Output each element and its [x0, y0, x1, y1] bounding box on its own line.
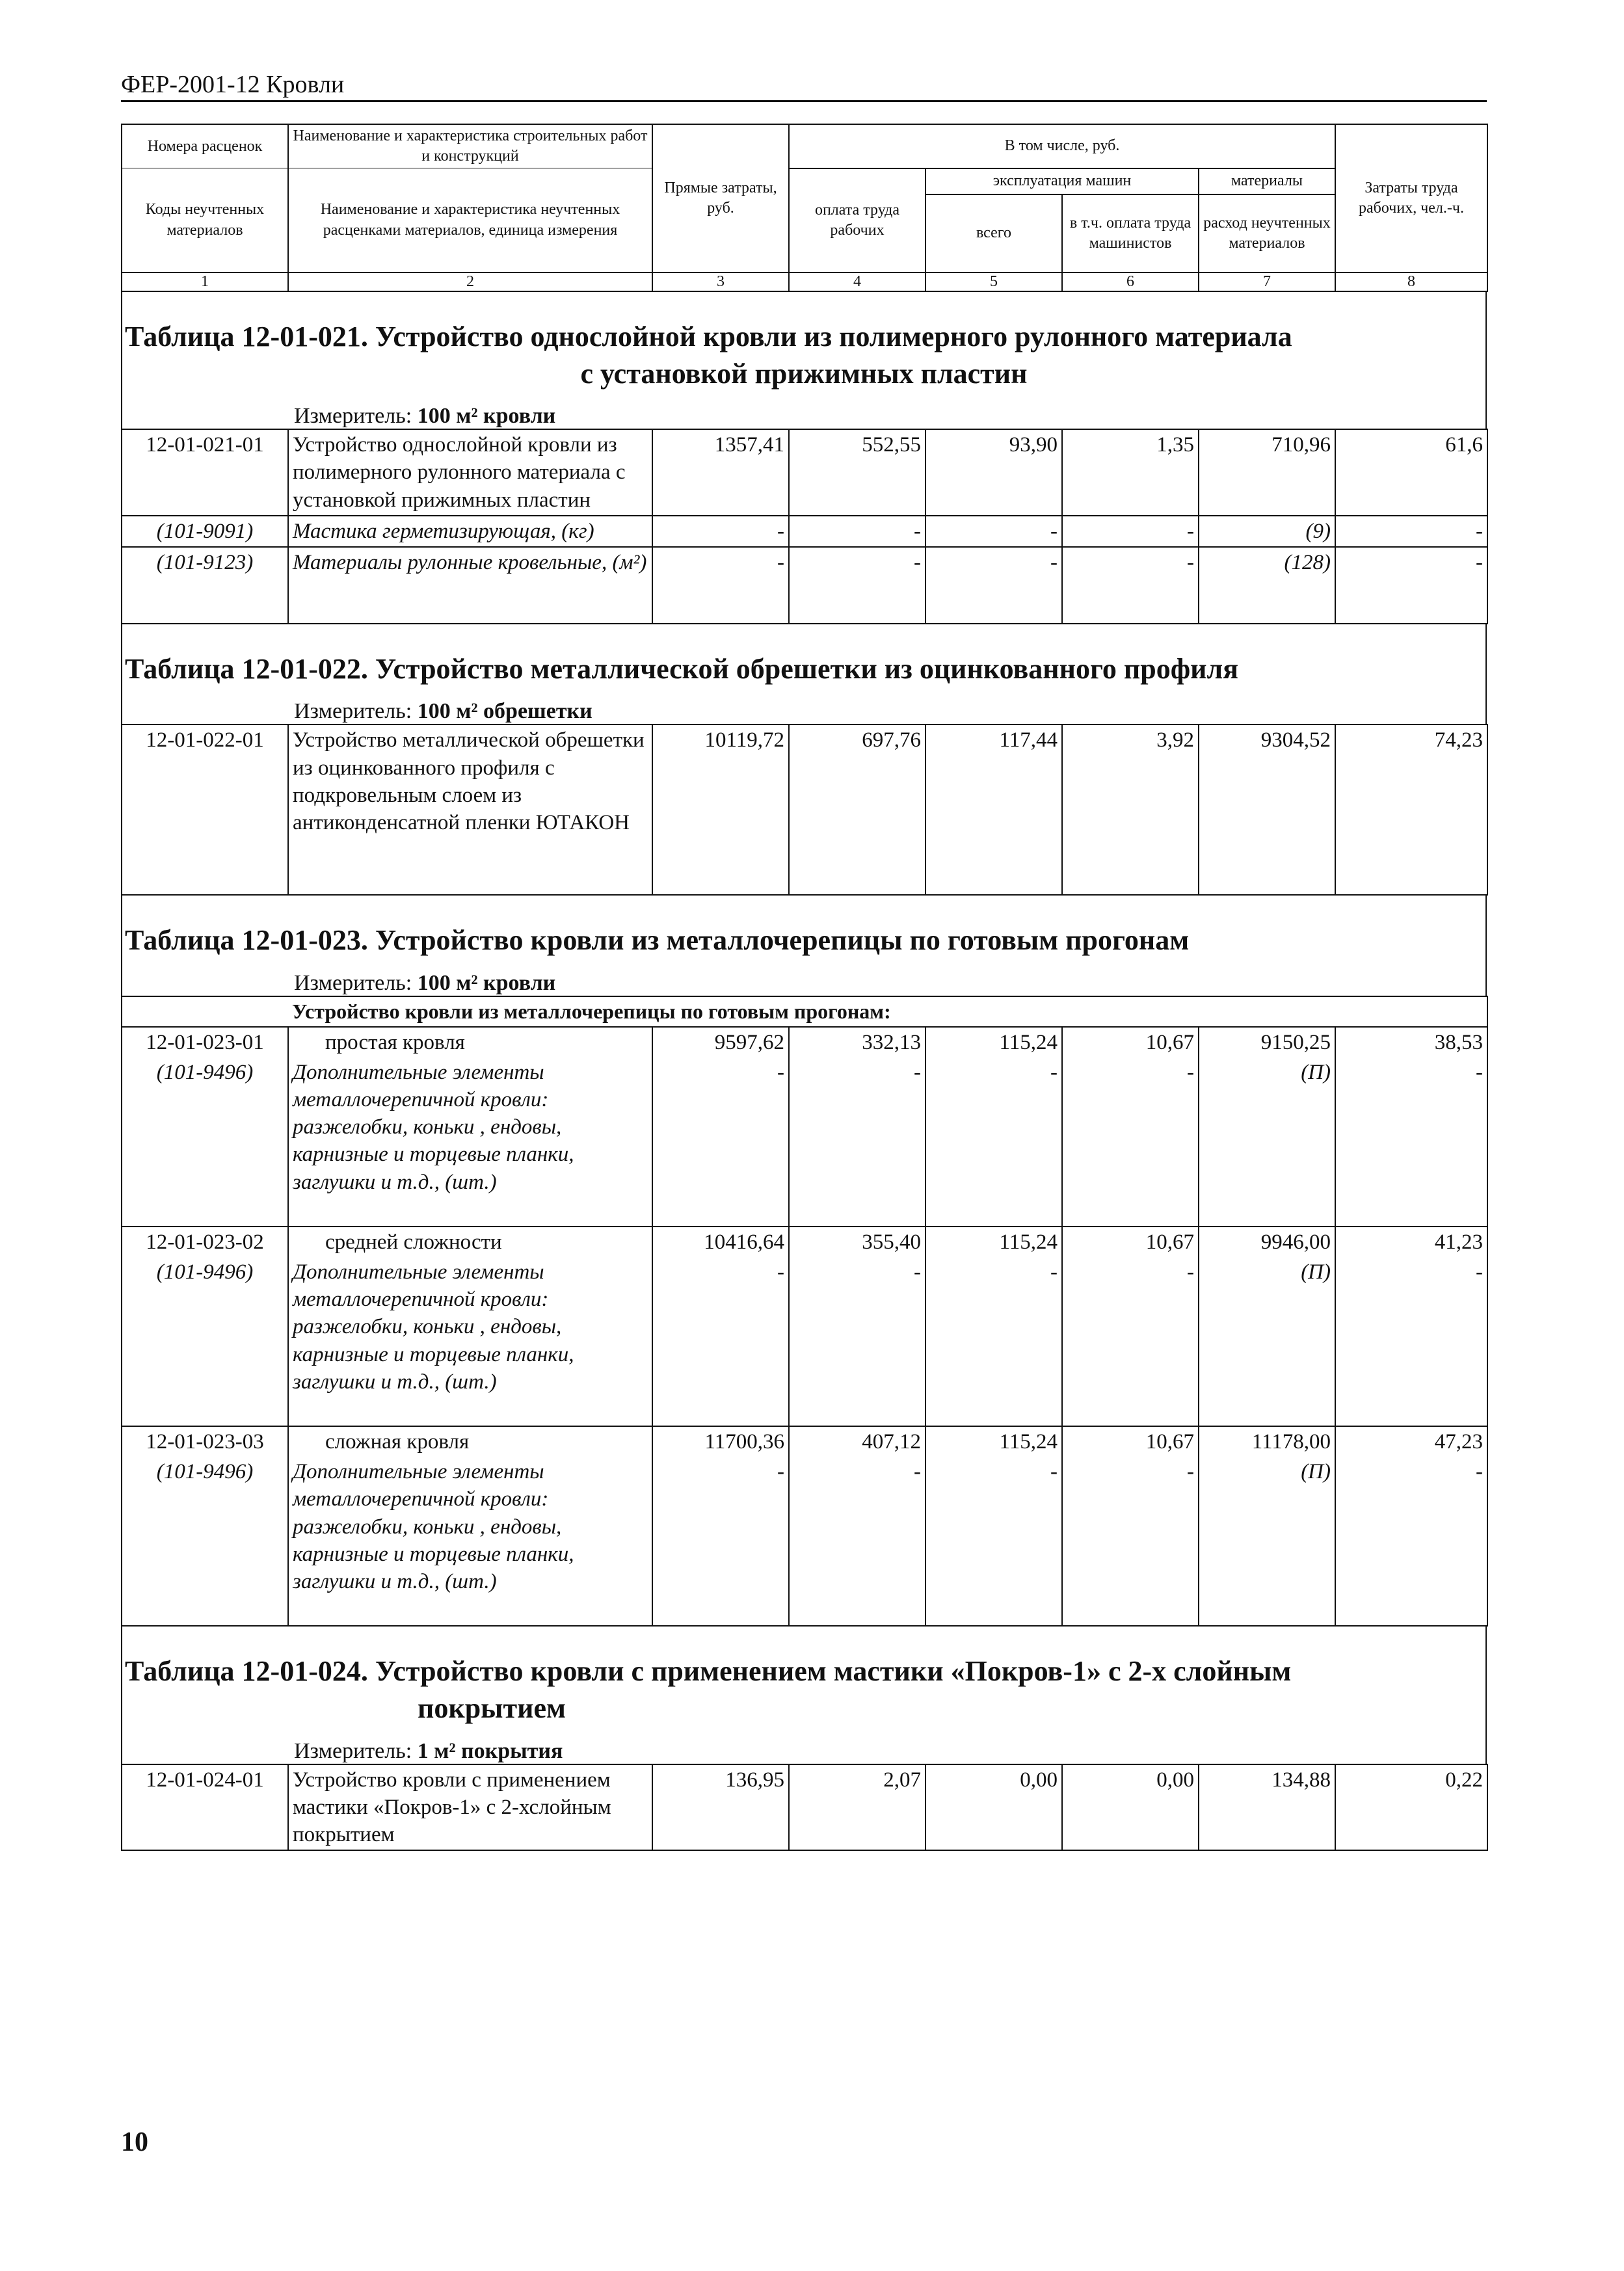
cell-c7: (128) [1199, 547, 1335, 624]
cell-c5: - [925, 1057, 1062, 1227]
measure-value: 1 м² покрытия [417, 1738, 563, 1763]
table-row [122, 1426, 1487, 1457]
table-022-title [122, 624, 1485, 687]
cell-c5: 115,24 [925, 1027, 1062, 1057]
table-024-measure [122, 1739, 1485, 1764]
cell-c5: - [925, 516, 1062, 547]
cell-c8: - [1335, 1457, 1487, 1626]
material-code: (101-9496) [122, 1257, 288, 1426]
cell-c8: 61,6 [1335, 429, 1487, 516]
measure-value: 100 м² обрешетки [417, 699, 592, 724]
col7-header: расход неучтенных материалов [1199, 194, 1335, 272]
col-number: 3 [652, 272, 789, 291]
cell-c4: - [789, 1057, 925, 1227]
cell-c7: (П) [1199, 1257, 1335, 1426]
rate-name: простая кровля [288, 1027, 652, 1057]
table-row [122, 1027, 1487, 1057]
rate-name: Устройство однослойной кровли из полимерного рулонного материала с установкой прижимных пластин [288, 429, 652, 516]
cell-c6: - [1062, 516, 1199, 547]
table-021-title [122, 292, 1485, 392]
table-021-measure [122, 404, 1485, 429]
col1-header-a: Номера расценок [122, 124, 288, 168]
cell-c3: - [652, 547, 789, 624]
rate-name: Устройство металлической обрешетки из оцинкованного профиля с подкровельным слоем из антиконденсатной пленки ЮТАКОН [288, 724, 652, 895]
cell-c3: - [652, 1057, 789, 1227]
measure-label: Измеритель: [294, 1738, 418, 1763]
material-name: Дополнительные элементы металлочерепичной кровли: разжелобки, коньки , ендовы, карнизные и торцевые планки, заглушки и т.д., (шт.) [288, 1257, 652, 1426]
cell-c8: 38,53 [1335, 1027, 1487, 1057]
col-number: 6 [1062, 272, 1199, 291]
rate-code: 12-01-022-01 [122, 724, 288, 895]
table-024 [121, 1764, 1488, 1852]
table-row [122, 1764, 1487, 1851]
cell-c3: - [652, 516, 789, 547]
cell-c3: - [652, 1457, 789, 1626]
table-row [122, 516, 1487, 547]
cell-c7: 11178,00 [1199, 1426, 1335, 1457]
cell-c4: - [789, 1257, 925, 1426]
rate-code: 12-01-021-01 [122, 429, 288, 516]
material-code: (101-9091) [122, 516, 288, 547]
cell-c8: 74,23 [1335, 724, 1487, 895]
col-number: 1 [122, 272, 288, 291]
price-sheet [121, 124, 1487, 1851]
table-row [122, 724, 1487, 895]
cell-c5: 0,00 [925, 1764, 1062, 1851]
cell-c7: 710,96 [1199, 429, 1335, 516]
col-number: 7 [1199, 272, 1335, 291]
cell-c8: - [1335, 516, 1487, 547]
cell-c7: (П) [1199, 1457, 1335, 1626]
cell-c8: - [1335, 1057, 1487, 1227]
cell-c3: 10416,64 [652, 1227, 789, 1257]
cell-c6: - [1062, 1057, 1199, 1227]
table-row [122, 1457, 1487, 1626]
table-021-title-line2: с установкой прижимных пластин [580, 358, 1028, 390]
table-row [122, 429, 1487, 516]
rate-name: сложная кровля [288, 1426, 652, 1457]
cell-c4: 407,12 [789, 1426, 925, 1457]
cell-c5: - [925, 1457, 1062, 1626]
cell-c3: - [652, 1257, 789, 1426]
table-023-title [122, 896, 1485, 959]
cell-c8: 0,22 [1335, 1764, 1487, 1851]
cell-c8: - [1335, 547, 1487, 624]
cell-c7: 9946,00 [1199, 1227, 1335, 1257]
col4-header: оплата труда рабочих [789, 168, 925, 272]
col5-header: всего [925, 194, 1062, 272]
cell-c4: - [789, 547, 925, 624]
table-row [122, 1227, 1487, 1257]
table-024-title-line2: покрытием [418, 1692, 566, 1725]
cell-c4: 2,07 [789, 1764, 925, 1851]
material-name: Материалы рулонные кровельные, (м²) [288, 547, 652, 624]
col2-header-b: Наименование и характеристика неучтенных расценками материалов, единица измерения [288, 168, 652, 272]
cell-c6: 10,67 [1062, 1227, 1199, 1257]
cell-c6: 3,92 [1062, 724, 1199, 895]
col6-header: в т.ч. оплата труда машинистов [1062, 194, 1199, 272]
cell-c7: 9304,52 [1199, 724, 1335, 895]
table-021 [121, 429, 1488, 624]
rate-code: 12-01-024-01 [122, 1764, 288, 1851]
measure-value: 100 м² кровли [417, 404, 556, 429]
table-023-title-line1: Таблица 12-01-023. Устройство кровли из металлочерепицы по готовым прогонам [125, 924, 1190, 957]
table-022-measure [122, 699, 1485, 724]
table-024-section [121, 1627, 1487, 1763]
rate-code: 12-01-023-02 [122, 1227, 288, 1257]
cell-c4: 697,76 [789, 724, 925, 895]
cell-c7: (9) [1199, 516, 1335, 547]
col8-header: Затраты труда рабочих, чел.-ч. [1335, 124, 1487, 272]
cell-c6: 10,67 [1062, 1426, 1199, 1457]
table-023-subtitle: Устройство кровли из металлочерепицы по готовым прогонам: [288, 996, 1487, 1027]
material-name: Мастика герметизирующая, (кг) [288, 516, 652, 547]
measure-label: Измеритель: [294, 699, 418, 724]
table-022-title-line1: Таблица 12-01-022. Устройство металлической обрешетки из оцинкованного профиля [125, 653, 1239, 685]
page-header-title: ФЕР-2001-12 Кровли [121, 71, 345, 98]
table-row [122, 1257, 1487, 1426]
rate-name: Устройство кровли с применением мастики «Покров-1» с 2-хслойным покрытием [288, 1764, 652, 1851]
page-number: 10 [121, 2127, 148, 2157]
table-024-title [122, 1627, 1485, 1727]
cell-c8: 41,23 [1335, 1227, 1487, 1257]
col-number: 4 [789, 272, 925, 291]
cell-c3: 1357,41 [652, 429, 789, 516]
table-022 [121, 724, 1488, 896]
table-row [122, 1057, 1487, 1227]
page-header [121, 70, 1487, 102]
cell-c3: 9597,62 [652, 1027, 789, 1057]
col-number: 2 [288, 272, 652, 291]
cell-c4: - [789, 1457, 925, 1626]
cell-c5: - [925, 1257, 1062, 1426]
rate-code: 12-01-023-01 [122, 1027, 288, 1057]
material-name: Дополнительные элементы металлочерепичной кровли: разжелобки, коньки , ендовы, карнизные и торцевые планки, заглушки и т.д., (шт.) [288, 1057, 652, 1227]
cell-c6: - [1062, 547, 1199, 624]
cell-c3: 136,95 [652, 1764, 789, 1851]
table-022-section [121, 624, 1487, 724]
table-021-section [121, 292, 1487, 429]
cell-c4: 552,55 [789, 429, 925, 516]
cell-c5: 115,24 [925, 1426, 1062, 1457]
measure-value: 100 м² кровли [417, 970, 556, 995]
cell-c6: - [1062, 1457, 1199, 1626]
table-023-measure [122, 971, 1485, 996]
table-row [122, 547, 1487, 624]
cell-c6: 0,00 [1062, 1764, 1199, 1851]
rate-code: 12-01-023-03 [122, 1426, 288, 1457]
cell-c5: - [925, 547, 1062, 624]
rate-name: средней сложности [288, 1227, 652, 1257]
cell-c6: 10,67 [1062, 1027, 1199, 1057]
cell-c8: 47,23 [1335, 1426, 1487, 1457]
cell-c3: 10119,72 [652, 724, 789, 895]
cell-c5: 93,90 [925, 429, 1062, 516]
group-header: В том числе, руб. [789, 124, 1335, 168]
col-number: 5 [925, 272, 1062, 291]
material-code: (101-9496) [122, 1457, 288, 1626]
cell-c6: - [1062, 1257, 1199, 1426]
cell-c7: 9150,25 [1199, 1027, 1335, 1057]
table-023-section [121, 896, 1487, 995]
cell-c8: - [1335, 1257, 1487, 1426]
measure-label: Измеритель: [294, 970, 418, 995]
table-021-title-line1: Таблица 12-01-021. Устройство однослойной кровли из полимерного рулонного материала [125, 320, 1292, 352]
material-code: (101-9496) [122, 1057, 288, 1227]
material-name: Дополнительные элементы металлочерепичной кровли: разжелобки, коньки , ендовы, карнизные и торцевые планки, заглушки и т.д., (шт.) [288, 1457, 652, 1626]
column-header-table [121, 124, 1488, 292]
mat-header: материалы [1199, 168, 1335, 194]
cell-c5: 115,24 [925, 1227, 1062, 1257]
table-subtitle-row [122, 996, 1487, 1027]
col1-header-b: Коды неучтенных материалов [122, 168, 288, 272]
col2-header-a: Наименование и характеристика строительных работ и конструкций [288, 124, 652, 168]
cell-c5: 117,44 [925, 724, 1062, 895]
col-number: 8 [1335, 272, 1487, 291]
table-024-title-line1: Таблица 12-01-024. Устройство кровли с применением мастики «Покров-1» с 2-х слойным [125, 1655, 1292, 1688]
expl-header: эксплуатация машин [925, 168, 1199, 194]
cell-c4: 355,40 [789, 1227, 925, 1257]
measure-label: Измеритель: [294, 404, 418, 429]
cell-c7: (П) [1199, 1057, 1335, 1227]
cell-c3: 11700,36 [652, 1426, 789, 1457]
table-023 [121, 996, 1488, 1627]
cell-c4: 332,13 [789, 1027, 925, 1057]
cell-c6: 1,35 [1062, 429, 1199, 516]
cell-c4: - [789, 516, 925, 547]
col3-header: Прямые затраты, руб. [652, 124, 789, 272]
cell-c7: 134,88 [1199, 1764, 1335, 1851]
material-code: (101-9123) [122, 547, 288, 624]
